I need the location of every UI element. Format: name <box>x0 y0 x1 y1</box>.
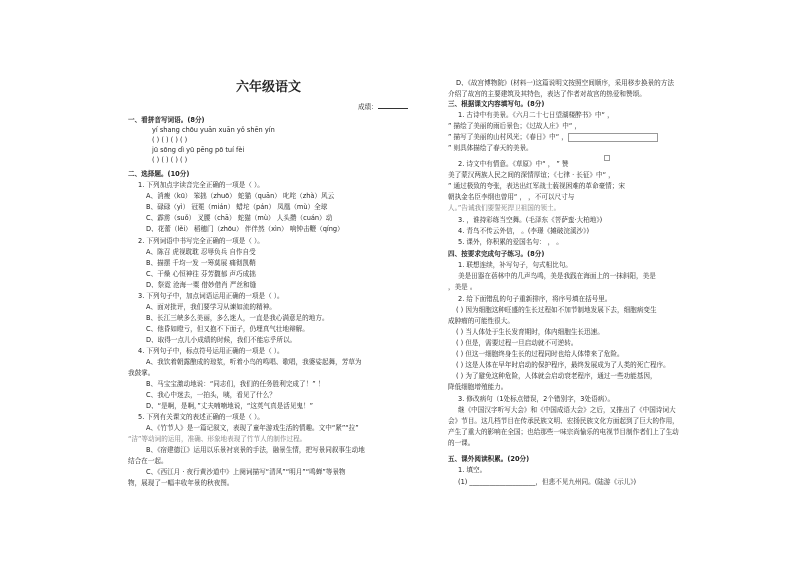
text-line: ( ) 因为细胞这种旺盛的生长过程如不加节制地发展下去，细胞病变生 <box>456 306 657 314</box>
text-line: A、面对批评，我们要学习从谏如流的精神。 <box>146 303 276 311</box>
section-heading: 五、课外阅读积累。(20分) <box>448 455 530 463</box>
text-line: D、花蕾（lěi） 稻穗门（zhōu） 伴伴然（xìn） 响钟击鞭（qíng） <box>146 225 344 233</box>
text-line: B、长江三峡多么美丽，多么迷人，一直是我心满意足的地方。 <box>146 314 329 322</box>
text-line: 我鼓掌。 <box>128 369 155 377</box>
text-line: 1. 填空。 <box>458 466 487 474</box>
score-label: 成绩： <box>358 103 378 111</box>
text-line: ( ) 为了避免这种危险，人体就会启动衰老程序，通过一些功能基因， <box>456 372 657 380</box>
text-line: 会》节目。这几档节目在传承民族文明、宏扬民族文化方面起到了巨大的作用， <box>448 417 679 425</box>
text-line: 4. 青鸟不传云外信， 。(李璟《摊破浣溪沙》) <box>458 227 590 235</box>
text-line: ( ) ( ) ( ) ( ) <box>152 156 188 164</box>
text-line: 继《中国汉字听写大会》和《中国成语大会》之后，又推出了《中国诗词大 <box>458 406 676 414</box>
text-line: B、马宝宝激动地说：“同志们，我们的任务胜利完成了！” ！ <box>146 380 325 388</box>
text-line: 介绍了故宫的主要建筑及其特色，表达了作者对故宫的热爱和赞颂。 <box>448 90 646 98</box>
text-line: jū sōnɡ dì yū pēnɡ pō tuí fèi <box>152 146 245 154</box>
text-line: ( ) 这是人体在早年时启动的保护程序，最终发展成为了人类的死亡程序。 <box>456 361 670 369</box>
text-line: A、陈召 虎视耽耽 忍辱负兵 自作自受 <box>146 248 256 256</box>
text-line: 成肿瘤的可能性很大。 <box>448 317 514 325</box>
text-line: ( ) ( ) ( ) ( ) <box>152 136 188 144</box>
text-line: ，美是 。 <box>448 283 477 291</box>
text-line: D、祭霓 沧海一粟 借妙借肖 严丝和缝 <box>146 281 257 289</box>
text-line: B、碌碌（yì） 冠冕（mián） 蜡坨（pán） 凤凰（mù）全球 <box>146 203 328 211</box>
annotation-box-small <box>604 155 610 161</box>
text-line: 降低细胞增殖能力。 <box>448 383 508 391</box>
text-line: C、我心中迷去，一拍头，咦，看见了什么？ <box>146 391 276 399</box>
text-line: A、消瘦（kū） 笨拙（zhuō） 蛇猫（quān） 叱咤（zhà）风云 <box>146 192 335 200</box>
text-line: 3. 修改病句（1处标点错误，2个错别字，3处语病）。 <box>458 395 615 403</box>
text-line: 人。”告诫我们要誓死捍卫祖国的领土。 <box>448 204 561 212</box>
text-line: 朝执金名臣李纲也曾用“ ， ，不可以尺寸与 <box>448 193 575 201</box>
text-line: D、取得一点儿小成绩的时候，我们不能忘乎所以。 <box>146 336 297 344</box>
section-heading: 四、按要求完成句子练习。(8分) <box>448 250 545 258</box>
text-line: 1. 古诗中有美景。《六月二十七日望湖楼醉书》中“ ， <box>458 111 614 119</box>
text-line: C、干燥 心恒神往 芬芳馥郁 声巧成拙 <box>146 270 256 278</box>
text-line: ( ) 但这一细胞终身生长的过程同时也给人体带来了危险。 <box>456 350 624 358</box>
text-line: D、“是啊，是啊，”丈夫喃喃地说，“这英气真是活见鬼！” <box>146 402 314 410</box>
text-line: 5. 课外，你积累的爱国名句： ， 。 <box>458 238 563 246</box>
text-line: ( ) 但是，需要过程一旦启动就不可逆转。 <box>456 339 578 347</box>
text-line: yí shanɡ chōu yuān xuān yǒ shēn yín <box>152 126 275 134</box>
annotation-box <box>568 133 658 142</box>
text-line: 4. 下列句子中，标点符号运用正确的一项是（ ）。 <box>138 347 284 355</box>
text-line: 1. 下列加点字读音完全正确的一项是（ ）。 <box>138 181 264 189</box>
text-line: A、我饮着朝露酿成的琼浆，听着小鸟的鸣唱、歌唱，我婆娑起舞，芳草为 <box>146 358 362 366</box>
text-line: ” 则具体描绘了春天的美景。 <box>448 144 533 152</box>
text-line: 3. 下列句子中，加点词语运用正确的一项是（ ）。 <box>138 292 284 300</box>
text-line: 美了蒙汉两族人民之间的深情厚谊；《七律 · 长征》中“ ， <box>448 171 615 179</box>
text-line: 3. ，谁持彩练当空舞。(毛泽东《菩萨蛮·大柏地》) <box>458 216 603 224</box>
text-line: 美是田器在蓓林中的几声鸟鸣，美是我践在海面上的一抹斜阳，美是 <box>458 272 656 280</box>
score-field <box>358 101 408 112</box>
text-line: B、《宿建德江》运用以乐景衬哀景的手法，融景生情，把写景同叙事生动地 <box>146 446 365 454</box>
text-line: ” 描写了美丽的山村风光；《春日》中“ ， <box>448 133 568 141</box>
text-line: 1. 联想连续，补写句子，句式相比句。 <box>458 261 572 269</box>
text-line: A、《竹节人》是一篇记叙文，表现了童年游戏生活的情趣。文中“紧”“拉” <box>146 424 359 432</box>
score-blank[interactable] <box>378 101 408 109</box>
text-line: (1) ____________________，但悲不见九州同。(陆游《示儿》) <box>458 478 637 486</box>
text-line: 2. 给下面错乱的句子重新排序，将序号填在括号里。 <box>458 295 612 303</box>
text-line: 2. 下列词语中书写完全正确的一项是（ ）。 <box>138 237 264 245</box>
section-heading: 三、根据课文内容填写句。(8分) <box>448 100 545 108</box>
text-line: 2. 诗文中有情意。《草原》中“ ， ” 赞 <box>458 160 569 168</box>
section-heading: 二、选择题。(10分) <box>128 170 190 178</box>
text-line: “洁”等动词的运用，准确、形象地表现了竹节人的制作过程。 <box>128 435 307 443</box>
section-heading: 一、看拼音写词语。(8分) <box>128 116 205 124</box>
text-line: C、《西江月 · 夜行黄沙道中》上阕词描写“清风”“明月”“鸣蝉”等景物 <box>146 468 346 476</box>
text-line: B、描摆 千均一发 一筹莫展 痛彻凯鞘 <box>146 259 256 267</box>
text-line: ” 通过极致的夸张，表达出红军战士藐视困难的革命豪情；宋 <box>448 182 625 190</box>
text-line: C、他昏如瞪亏，但又抱不下面子，仍埋真气壮地辩解。 <box>146 325 309 333</box>
text-line: 物，展现了一幅丰收年景的秋夜图。 <box>128 479 234 487</box>
text-line: 产生了重大的影响在全国；也给那些一味宗尚愉乐的电视节目制作者们上了生动 <box>448 428 679 436</box>
text-line: ( ) 当人体处于生长发育期时，体内细胞生长迅速。 <box>456 328 604 336</box>
text-line: 结合在一起。 <box>128 457 168 465</box>
text-line: 5. 下列有关课文的表述正确的一项是（ ）。 <box>138 413 264 421</box>
page-title: 六年级语文 <box>236 80 302 95</box>
text-line: 的一课。 <box>448 439 475 447</box>
text-line: C、霹雳（suǒ） 叉腰（chā） 蛇猫（mù） 人头攒（cuán）动 <box>146 214 333 222</box>
text-line: ” 描绘了美丽的雨后景色；《过故人庄》中“ ， <box>448 122 582 130</box>
text-line: D、《故宫博物院》(材料一)这篇说明文按照空间顺序，采用移步换景的方法 <box>456 79 674 87</box>
